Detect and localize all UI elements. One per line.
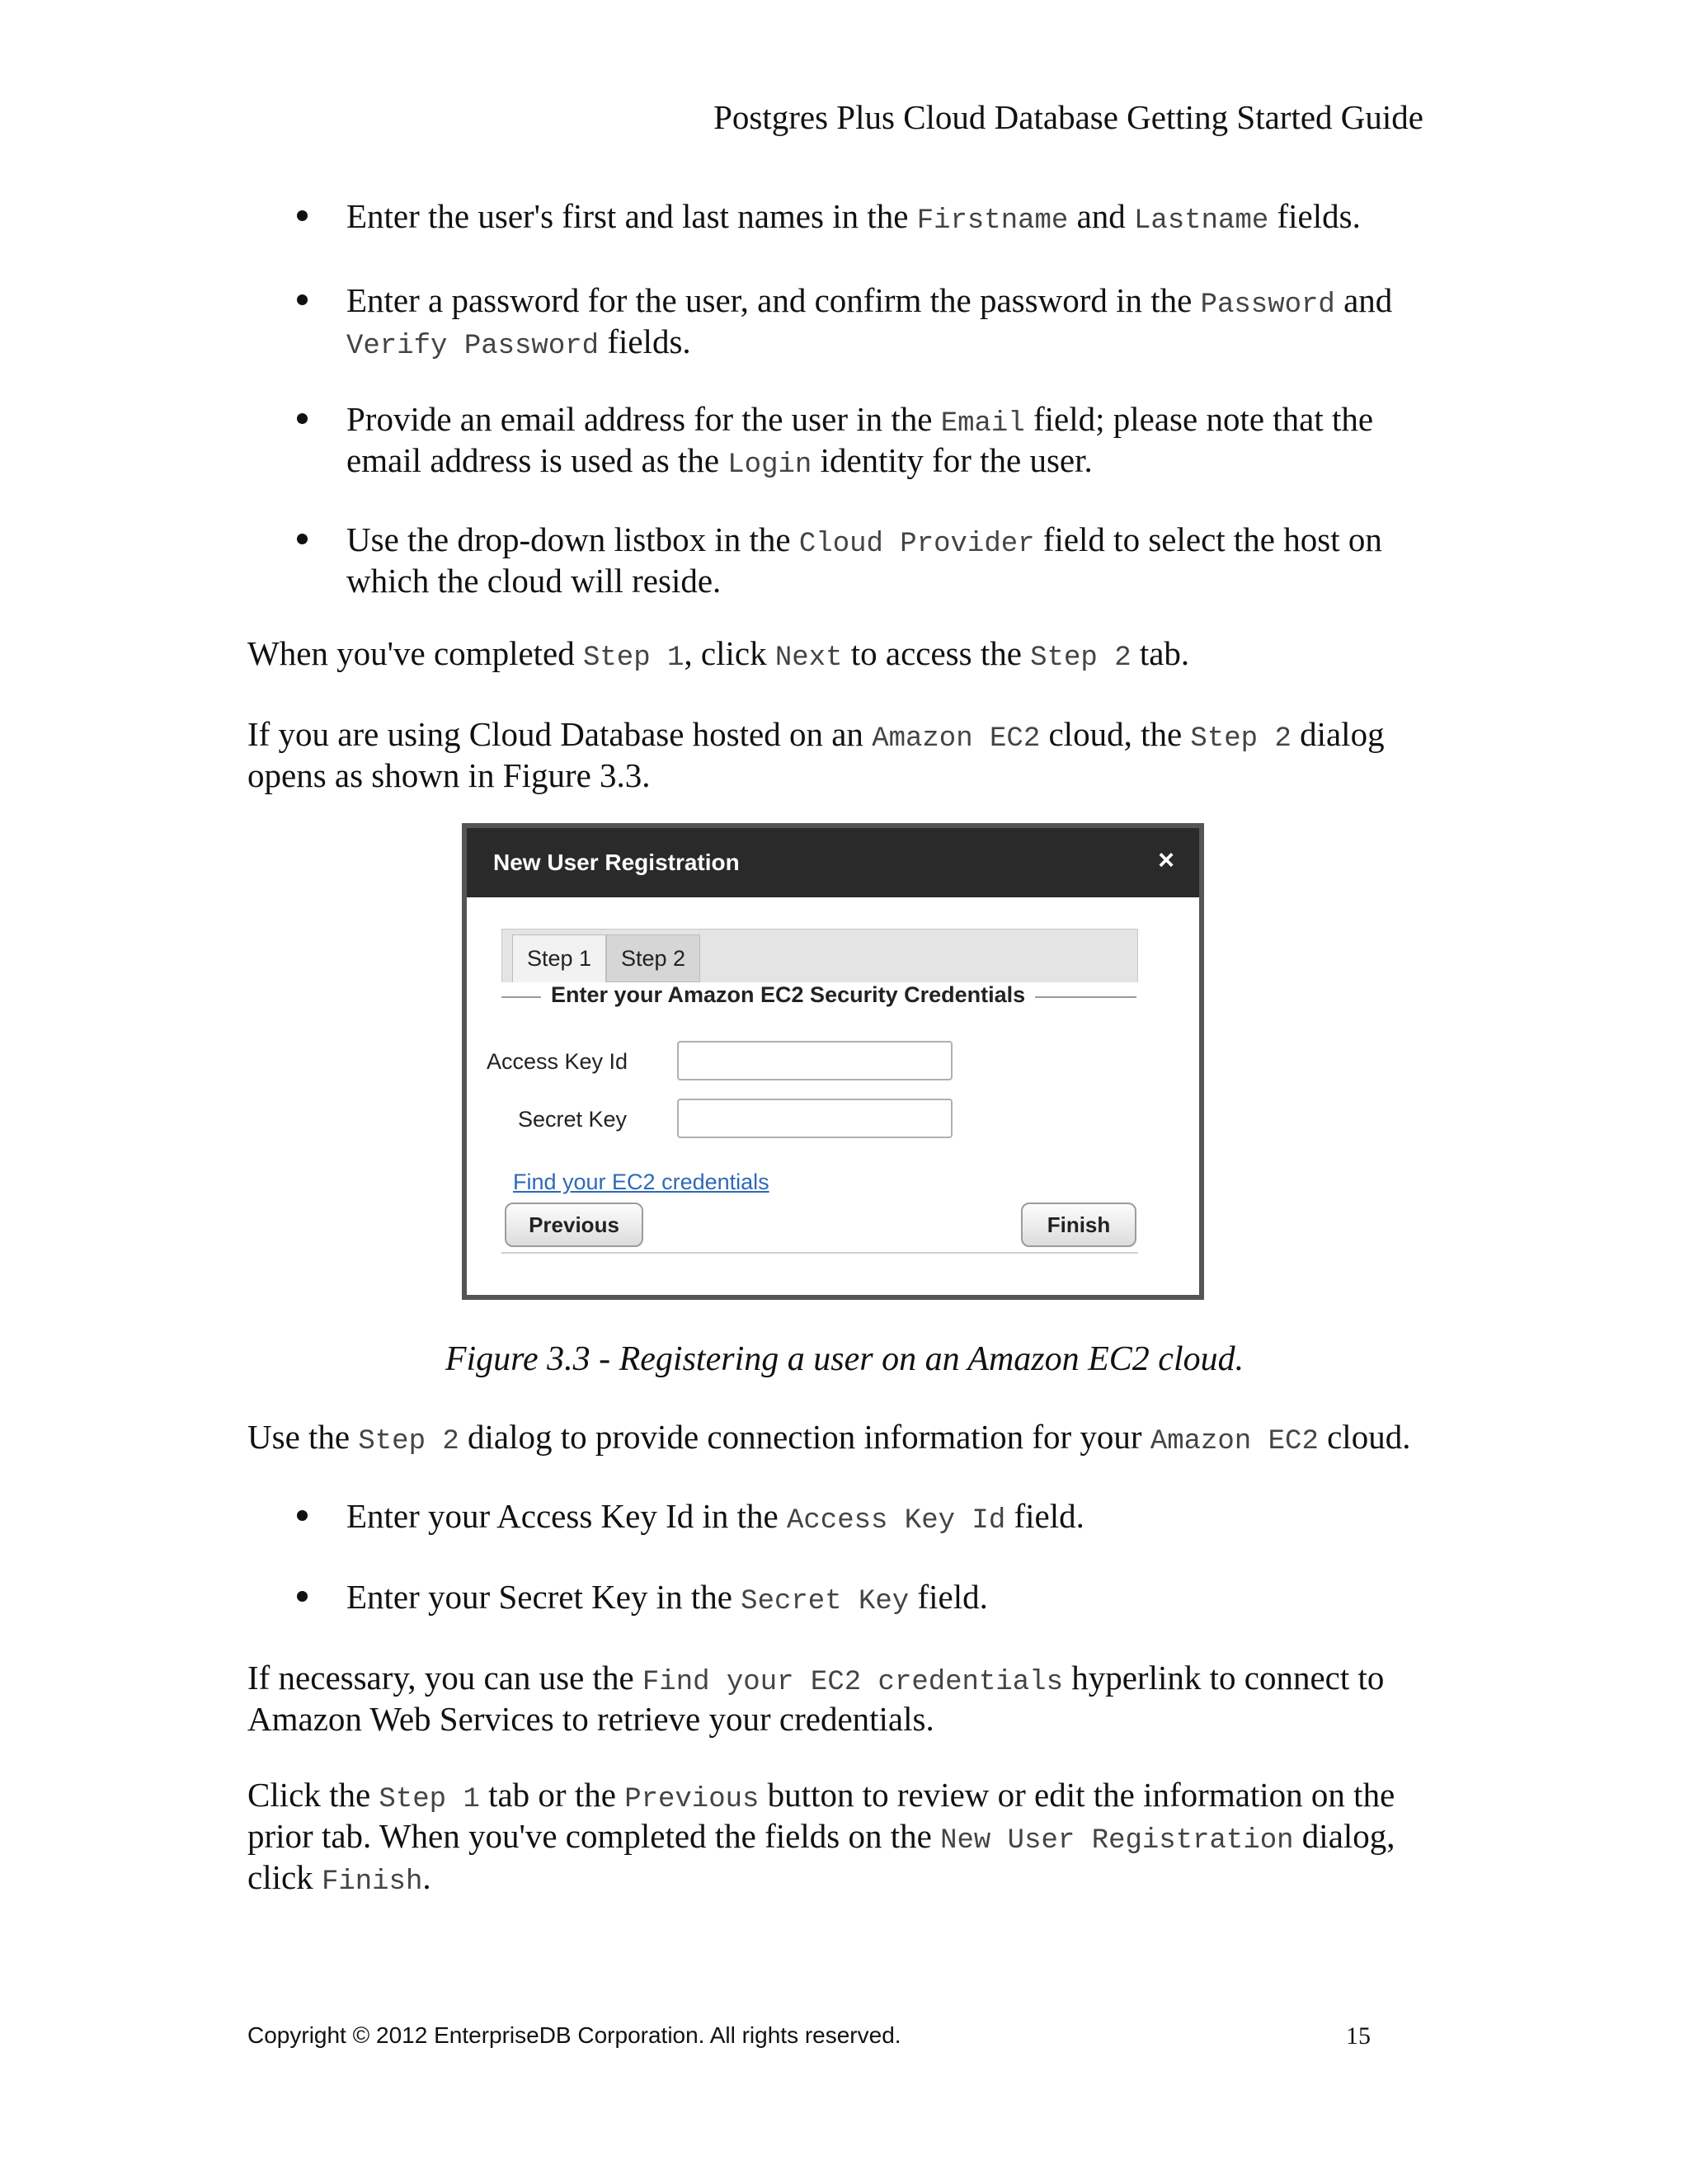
bullet-dot <box>297 1510 308 1521</box>
bullet-email: Provide an email address for the user in the Email field; please note that the email address is used as the Login identity for the user. <box>297 401 1418 483</box>
access-key-label: Access Key Id <box>487 1049 628 1074</box>
copyright-footer: Copyright © 2012 EnterpriseDB Corporation. All rights reserved. <box>247 2022 901 2048</box>
bullet-dot <box>297 1591 308 1602</box>
paragraph-step2-usage: Use the Step 2 dialog to provide connection information for your Amazon EC2 cloud. <box>247 1418 1411 1457</box>
access-key-input[interactable] <box>677 1041 953 1080</box>
page-number: 15 <box>1346 2022 1371 2050</box>
bullet-dot <box>297 210 308 221</box>
bullet-dot <box>297 294 308 305</box>
paragraph-find-credentials: If necessary, you can use the Find your EC2 credentials hyperlink to connect to Amazon Web Services to retrieve your credentials. <box>247 1659 1385 1738</box>
bullet-dot <box>297 534 308 544</box>
tab-step-1[interactable]: Step 1 <box>512 934 606 982</box>
dialog-titlebar <box>467 828 1199 897</box>
tab-step-2[interactable]: Step 2 <box>606 934 700 982</box>
tab-strip <box>501 929 1138 982</box>
secret-key-label: Secret Key <box>518 1107 628 1132</box>
previous-button[interactable]: Previous <box>505 1203 643 1247</box>
button-bar-divider <box>501 1252 1138 1254</box>
paragraph-review-finish: Click the Step 1 tab or the Previous button to review or edit the information on the prior tab. When you've completed the fields on the New User Registration dialog, click Finish. <box>247 1776 1395 1898</box>
secret-key-input[interactable] <box>677 1099 953 1138</box>
close-icon[interactable]: × <box>1158 845 1174 876</box>
figure-dialog-screenshot <box>462 823 1204 1300</box>
running-header: Postgres Plus Cloud Database Getting Started Guide <box>713 98 1423 136</box>
bullet-secret-key: Enter your Secret Key in the Secret Key field. <box>297 1579 1418 1620</box>
bullet-access-key: Enter your Access Key Id in the Access Key Id field. <box>297 1498 1418 1539</box>
dialog-title: New User Registration <box>493 850 740 875</box>
figure-caption: Figure 3.3 - Registering a user on an Amazon EC2 cloud. <box>445 1340 1244 1378</box>
paragraph-amazon-ec2: If you are using Cloud Database hosted on an Amazon EC2 cloud, the Step 2 dialog opens as shown in Figure 3.3. <box>247 715 1385 794</box>
find-ec2-credentials-link[interactable]: Find your EC2 credentials <box>513 1170 769 1194</box>
dialog-body <box>467 897 1199 1295</box>
fieldset-legend: Enter your Amazon EC2 Security Credentials <box>541 982 1035 1008</box>
bullet-dot <box>297 413 308 424</box>
bullet-cloud-provider: Use the drop-down listbox in the Cloud Provider field to select the host on which the cloud will reside. <box>297 521 1418 599</box>
bullet-password: Enter a password for the user, and confirm the password in the Password and Verify Password fields. <box>297 282 1418 365</box>
finish-button[interactable]: Finish <box>1021 1203 1136 1247</box>
paragraph-step1-next: When you've completed Step 1, click Next to access the Step 2 tab. <box>247 634 1190 674</box>
bullet-names: Enter the user's first and last names in the Firstname and Lastname fields. <box>297 198 1418 239</box>
